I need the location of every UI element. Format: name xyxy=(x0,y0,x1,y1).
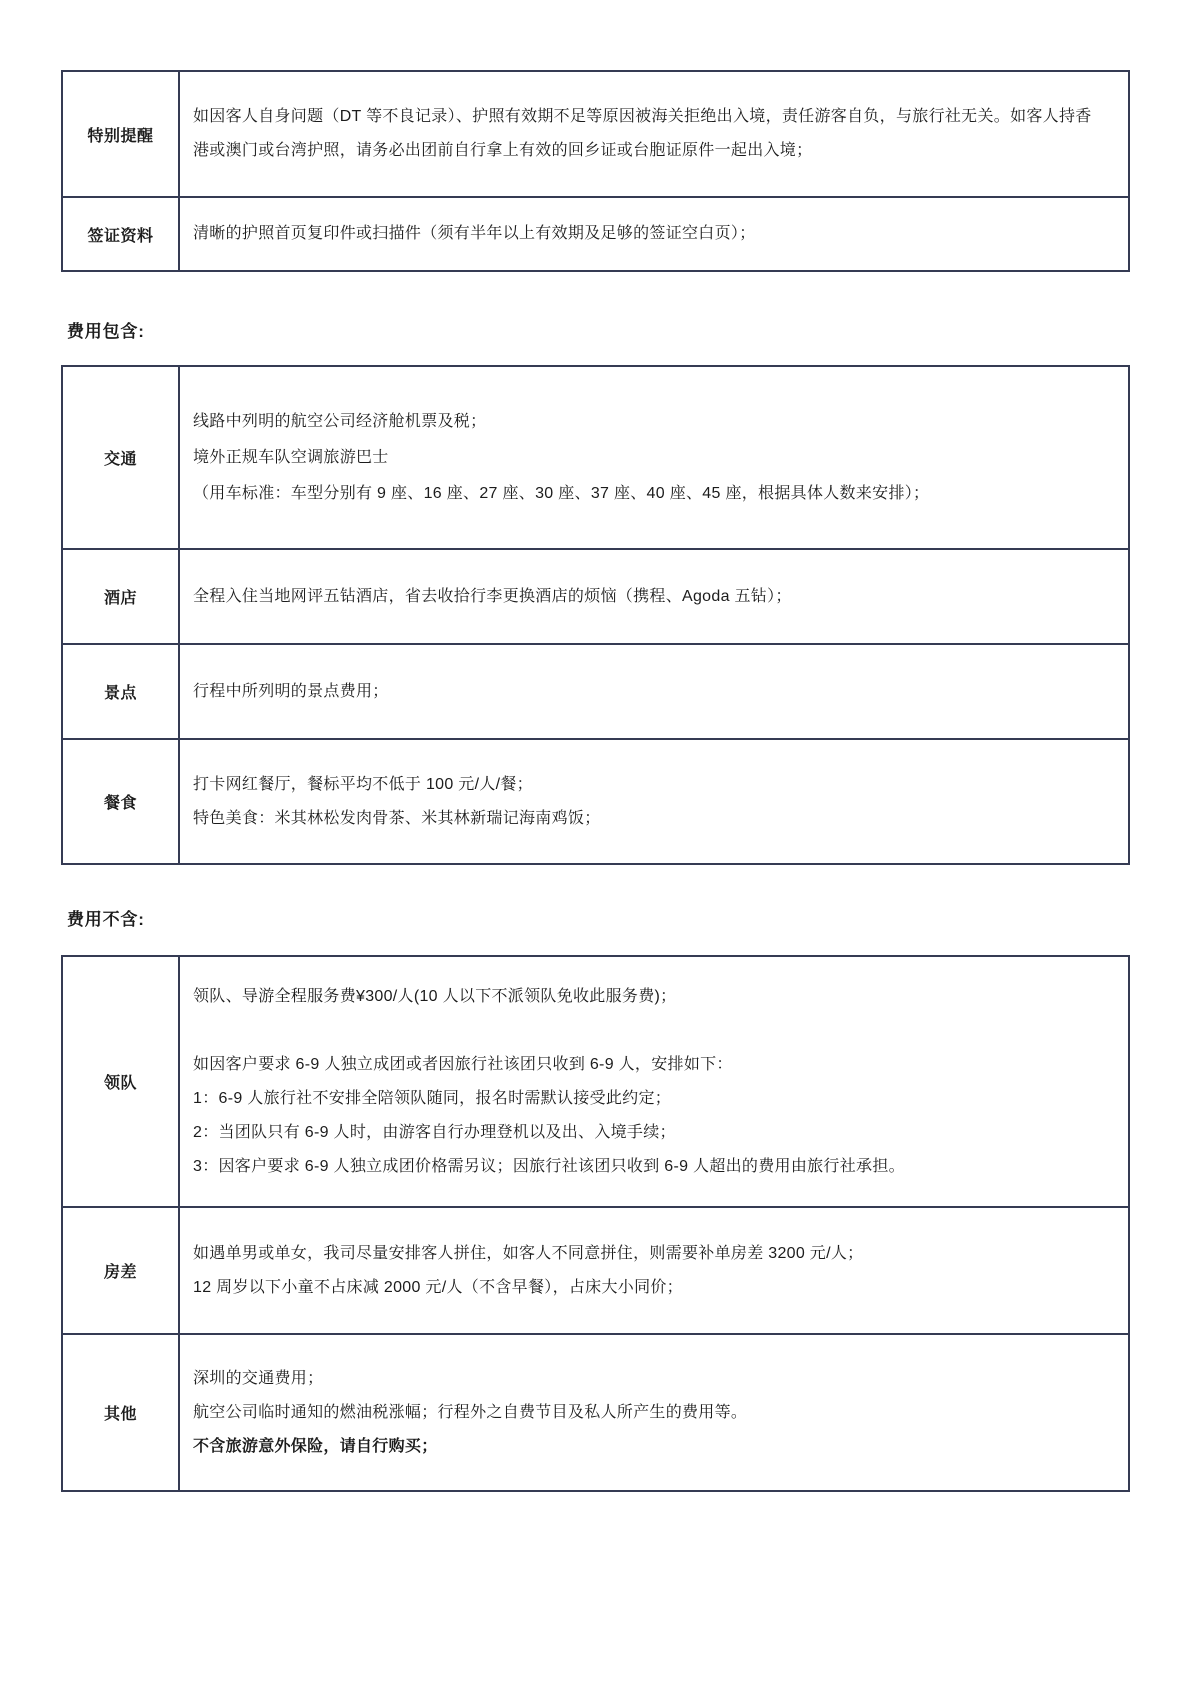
table-row xyxy=(62,366,1129,549)
content-paragraph: 航空公司临时通知的燃油税涨幅；行程外之自费节目及私人所产生的费用等。 xyxy=(193,1403,748,1421)
fees-excluded-table xyxy=(61,955,1130,1492)
row-label: 其他 xyxy=(62,1334,179,1491)
row-label: 签证资料 xyxy=(62,197,179,271)
content-paragraph xyxy=(193,1014,1100,1048)
table-row xyxy=(62,197,1129,271)
content-paragraph: 深圳的交通费用； xyxy=(193,1369,324,1387)
row-content xyxy=(179,739,1129,864)
content-paragraph: 特色美食：米其林松发肉骨茶、米其林新瑞记海南鸡饭； xyxy=(193,809,601,827)
table-row xyxy=(62,739,1129,864)
content-paragraph: 全程入住当地网评五钻酒店，省去收拾行李更换酒店的烦恼（携程、Agoda 五钻）； xyxy=(193,587,792,605)
row-content xyxy=(179,644,1129,739)
row-label: 领队 xyxy=(62,956,179,1207)
row-content xyxy=(179,1207,1129,1334)
row-content xyxy=(179,366,1129,549)
table-row xyxy=(62,1207,1129,1334)
row-content xyxy=(179,956,1129,1207)
row-label: 景点 xyxy=(62,644,179,739)
notice-table xyxy=(61,70,1130,272)
content-paragraph: 如遇单男或单女，我司尽量安排客人拼住，如客人不同意拼住，则需要补单房差 3200 元/人； xyxy=(193,1244,864,1262)
content-paragraph: （用车标准：车型分别有 9 座、16 座、27 座、30 座、37 座、40 座、45 座，根据具体人数来安排）； xyxy=(193,484,930,502)
row-label: 酒店 xyxy=(62,549,179,644)
fees-included-heading: 费用包含: xyxy=(67,322,145,341)
content-paragraph: 12 周岁以下小童不占床减 2000 元/人（不含早餐），占床大小同价； xyxy=(193,1278,683,1296)
row-content xyxy=(179,549,1129,644)
content-paragraph: 如因客户要求 6-9 人独立成团或者因旅行社该团只收到 6-9 人，安排如下： xyxy=(193,1055,733,1073)
content-paragraph: 3：因客户要求 6-9 人独立成团价格需另议；因旅行社该团只收到 6-9 人超出的费用由旅行社承担。 xyxy=(193,1157,905,1175)
content-paragraph: 行程中所列明的景点费用； xyxy=(193,682,389,700)
table-row xyxy=(62,549,1129,644)
content-paragraph: 清晰的护照首页复印件或扫描件（须有半年以上有效期及足够的签证空白页）； xyxy=(193,225,756,242)
content-paragraph: 打卡网红餐厅，餐标平均不低于 100 元/人/餐； xyxy=(193,775,533,793)
row-label: 餐食 xyxy=(62,739,179,864)
table-row xyxy=(62,71,1129,197)
fees-excluded-heading: 费用不含: xyxy=(67,910,145,929)
table-row xyxy=(62,644,1129,739)
table-row xyxy=(62,1334,1129,1491)
content-paragraph: 如因客人自身问题（DT 等不良记录）、护照有效期不足等原因被海关拒绝出入境，责任游客自负，与旅行社无关。如客人持香港或澳门或台湾护照，请务必出团前自行拿上有效的回乡证或台胞证原件一起出入境； xyxy=(193,108,1092,159)
content-paragraph: 领队、导游全程服务费¥300/人(10 人以下不派领队免收此服务费)； xyxy=(193,987,677,1005)
content-paragraph: 2：当团队只有 6-9 人时，由游客自行办理登机以及出、入境手续； xyxy=(193,1123,676,1141)
row-label: 房差 xyxy=(62,1207,179,1334)
content-paragraph: 境外正规车队空调旅游巴士 xyxy=(193,448,389,466)
content-paragraph: 1：6-9 人旅行社不安排全陪领队随同，报名时需默认接受此约定； xyxy=(193,1089,672,1107)
row-content xyxy=(179,197,1129,271)
row-label: 交通 xyxy=(62,366,179,549)
row-label: 特别提醒 xyxy=(62,71,179,197)
content-paragraph: 不含旅游意外保险，请自行购买； xyxy=(193,1437,438,1455)
content-paragraph: 线路中列明的航空公司经济舱机票及税； xyxy=(193,412,487,430)
fees-included-table xyxy=(61,365,1130,865)
row-content xyxy=(179,71,1129,197)
table-row xyxy=(62,956,1129,1207)
row-content xyxy=(179,1334,1129,1491)
